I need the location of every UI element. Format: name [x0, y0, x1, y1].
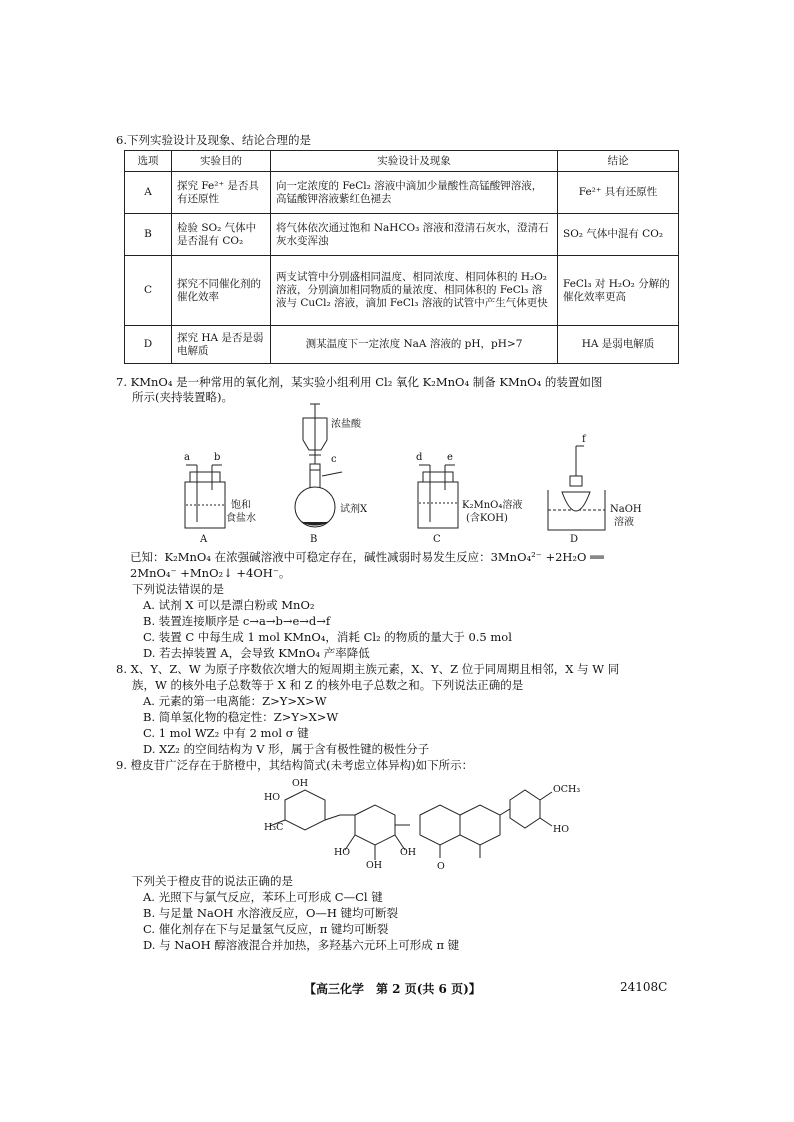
row-conclusion: Fe²⁺ 具有还原性: [558, 172, 679, 214]
row-option: A: [125, 172, 172, 214]
struct-o-carbonyl: O: [437, 861, 445, 872]
caption-b: B: [310, 534, 318, 545]
sat-label-1: 饱和: [231, 500, 251, 511]
q9-option-d: D. 与 NaOH 醇溶液混合并加热，多羟基六元环上可形成 π 键: [143, 938, 460, 952]
reagent-x-label: 试剂X: [340, 504, 368, 515]
struct-och3: OCH₃: [553, 784, 581, 795]
struct-oh-1: OH: [292, 778, 309, 789]
row-design: 两支试管中分别盛相同温度、相同浓度、相同体积的 H₂O₂ 溶液，分别滴加相同物质的量浓度、相同体积的 FeCl₃ 溶液与 CuCl₂ 溶液，滴加 FeCl₃ 溶液的试管中产生气体更快: [271, 256, 558, 326]
q9-stem: 9. 橙皮苷广泛存在于脐橙中，其结构简式(未考虑立体异构)如下所示：: [116, 758, 474, 772]
row-design: 测某温度下一定浓度 NaA 溶液的 pH，pH>7: [271, 326, 558, 364]
aromatic-ring-b: [510, 790, 540, 828]
caption-a: A: [200, 534, 208, 545]
q7-ask: 下列说法错误的是: [132, 582, 224, 596]
caption-d: D: [570, 534, 579, 545]
q9-option-b: B. 与足量 NaOH 水溶液反应，O—H 键均可断裂: [143, 906, 399, 920]
rhamnose-ring: [285, 790, 325, 830]
row-conclusion: HA 是弱电解质: [558, 326, 679, 364]
conc-hcl-label: 浓盐酸: [331, 419, 361, 430]
naoh-label-2: 溶液: [614, 517, 634, 528]
q8-stem-line2: 族，W 的核外电子总数等于 X 和 Z 的核外电子总数之和。下列说法正确的是: [132, 678, 524, 692]
footer-title: 【高三化学 第 2 页(共 6 页)】: [304, 982, 481, 996]
q7-option-c: C. 装置 C 中每生成 1 mol KMnO₄，消耗 Cl₂ 的物质的量大于 0.5 mol: [143, 630, 512, 644]
q8-option-d: D. XZ₂ 的空间结构为 V 形，属于含有极性键的极性分子: [143, 742, 430, 756]
q7-known-line2: 2MnO₄⁻ +MnO₂↓ +4OH⁻。: [130, 566, 291, 580]
q9-option-a: A. 光照下与氯气反应，苯环上可形成 C—Cl 键: [143, 890, 383, 904]
struct-oh-3: OH: [400, 847, 417, 858]
q7-known-line1: 已知：K₂MnO₄ 在浓强碱溶液中可稳定存在，碱性减弱时易发生反应：3MnO₄²⁻ +2H₂O ══: [130, 550, 604, 564]
header-option: 选项: [125, 151, 172, 172]
row-purpose: 检验 SO₂ 气体中是否混有 CO₂: [172, 214, 271, 256]
row-purpose: 探究 HA 是否是弱电解质: [172, 326, 271, 364]
caption-c: C: [433, 534, 441, 545]
label-f: f: [582, 434, 586, 445]
label-a: a: [184, 452, 190, 463]
glucose-ring: [355, 805, 395, 845]
struct-ho-1: HO: [264, 792, 281, 803]
q8-option-a: A. 元素的第一电离能：Z>Y>X>W: [143, 694, 327, 708]
row-option: D: [125, 326, 172, 364]
header-conclusion: 结论: [558, 151, 679, 172]
header-design: 实验设计及现象: [271, 151, 558, 172]
q7-option-d: D. 若去掉装置 A，会导致 KMnO₄ 产率降低: [143, 646, 370, 660]
naoh-label-1: NaOH: [610, 504, 642, 515]
row-conclusion: SO₂ 气体中混有 CO₂: [558, 214, 679, 256]
q8-option-c: C. 1 mol WZ₂ 中有 2 mol σ 键: [143, 726, 309, 740]
row-purpose: 探究不同催化剂的催化效率: [172, 256, 271, 326]
struct-h3c: H₃C: [264, 822, 284, 833]
aromatic-ring-a: [420, 805, 460, 845]
q7-stem-line1: 7. KMnO₄ 是一种常用的氧化剂，某实验小组利用 Cl₂ 氧化 K₂MnO₄ 制备 KMnO₄ 的装置如图: [116, 375, 603, 389]
label-c: c: [331, 454, 337, 465]
q7-option-b: B. 装置连接顺序是 c→a→b→e→d→f: [143, 614, 331, 628]
label-e: e: [447, 452, 453, 463]
row-option: C: [125, 256, 172, 326]
row-option: B: [125, 214, 172, 256]
q9-option-c: C. 催化剂存在下与足量氢气反应，π 键均可断裂: [143, 922, 389, 936]
q7-stem-line2: 所示(夹持装置略)。: [132, 390, 233, 404]
struct-ho-3: HO: [553, 824, 570, 835]
struct-ho-2: HO: [334, 847, 351, 858]
row-design: 向一定浓度的 FeCl₂ 溶液中滴加少量酸性高锰酸钾溶液，高锰酸钾溶液紫红色褪去: [271, 172, 558, 214]
struct-oh-2: OH: [366, 860, 383, 871]
header-purpose: 实验目的: [172, 151, 271, 172]
q7-option-a: A. 试剂 X 可以是漂白粉或 MnO₂: [143, 598, 315, 612]
sat-label-2: 食盐水: [226, 513, 256, 524]
label-b: b: [214, 452, 221, 463]
row-purpose: 探究 Fe²⁺ 是否具有还原性: [172, 172, 271, 214]
footer-code: 24108C: [620, 980, 668, 994]
q6-stem: 6.下列实验设计及现象、结论合理的是: [116, 133, 311, 147]
label-d: d: [416, 452, 423, 463]
k2mno4-label-2: (含KOH): [466, 513, 508, 524]
q8-stem-line1: 8. X、Y、Z、W 为原子序数依次增大的短周期主族元素，X、Y、Z 位于同周期且相邻，X 与 W 同: [116, 662, 620, 676]
q8-option-b: B. 简单氢化物的稳定性：Z>Y>X>W: [143, 710, 339, 724]
pyranone-ring: [460, 805, 500, 845]
k2mno4-label-1: K₂MnO₄溶液: [462, 500, 523, 511]
q9-ask: 下列关于橙皮苷的说法正确的是: [132, 874, 293, 888]
row-conclusion: FeCl₃ 对 H₂O₂ 分解的催化效率更高: [558, 256, 679, 326]
row-design: 将气体依次通过饱和 NaHCO₃ 溶液和澄清石灰水，澄清石灰水变浑浊: [271, 214, 558, 256]
